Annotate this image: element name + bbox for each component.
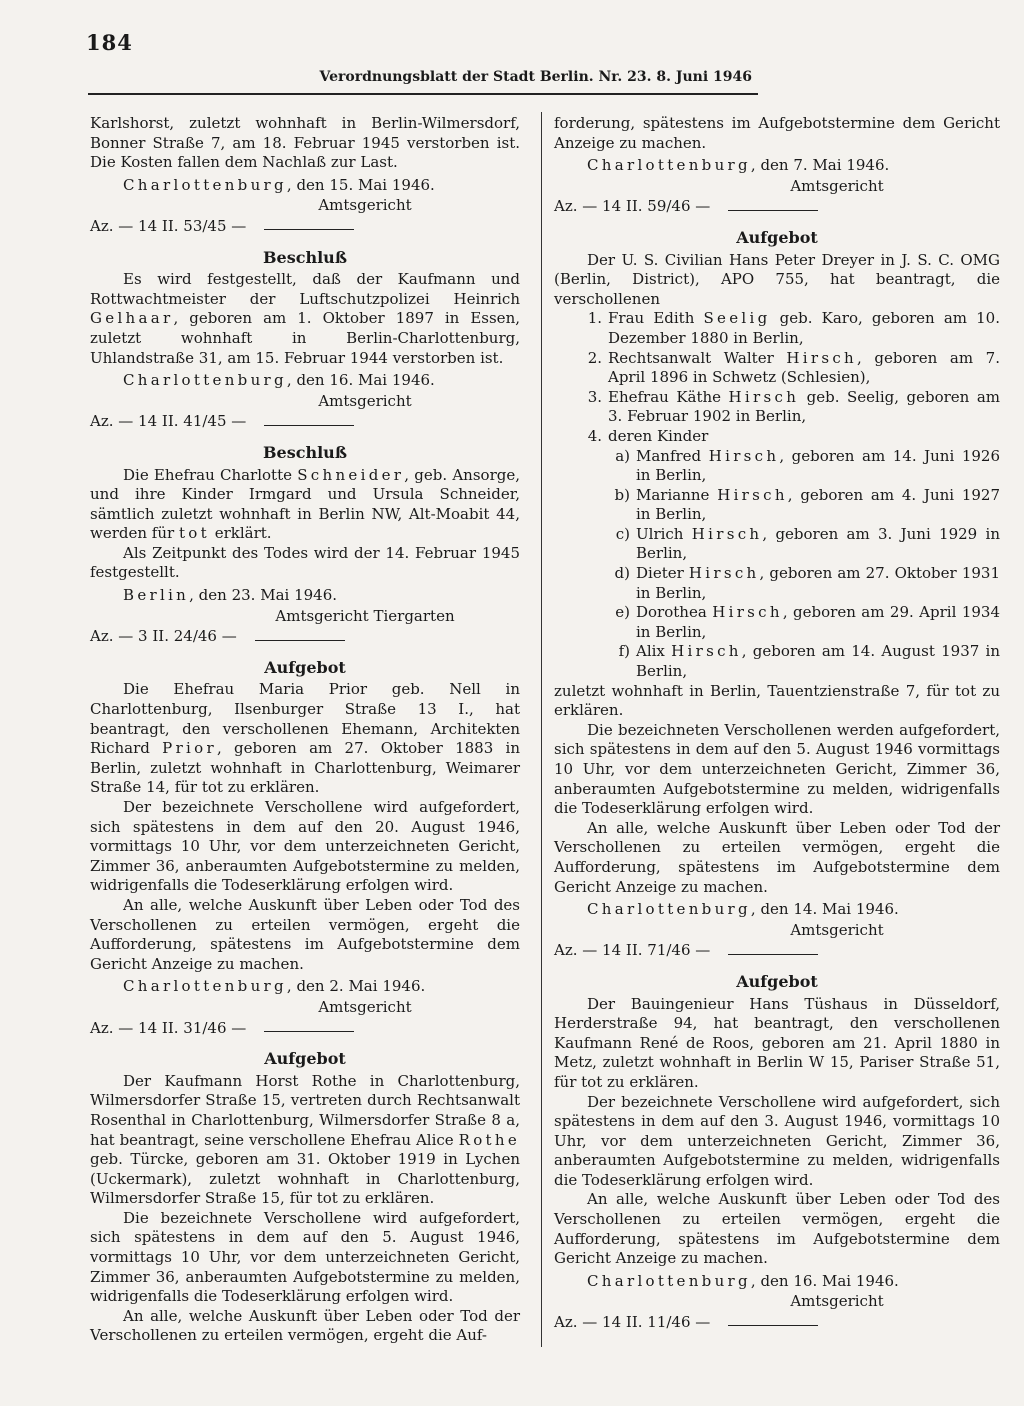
- court-name: Amtsgericht: [318, 997, 412, 1016]
- entry-text: [636, 642, 1000, 681]
- person-name: Hirsch: [712, 603, 783, 622]
- place-date: [90, 586, 520, 606]
- date: , den 15. Mai 1946.: [286, 175, 435, 194]
- notice-heading: Beschluß: [263, 247, 347, 267]
- notice-body: Die bezeichnete Verschollene wird aufgefordert, sich spätestens in dem auf den 5. August 1946, vormittags 10 Uhr, vor dem unterzeichneten Gericht, Zimmer 36, anberaumten Aufgebotstermine zu melden, widrigenfalls die Todeserklärung erfolgen wird.: [90, 1208, 520, 1306]
- text: Ulrich: [636, 524, 692, 543]
- notice-heading: Aufgebot: [736, 227, 818, 247]
- place: Charlottenburg: [123, 175, 287, 194]
- notice-body: An alle, welche Auskunft über Leben oder Tod des Verschollenen zu erteilen vermögen, ergeht die Aufforderung, spätestens im Aufgebotstermine dem Gericht Anzeige zu machen.: [554, 1190, 1000, 1268]
- reference-number: Az. — 14 II. 71/46 —: [554, 941, 711, 960]
- entry-letter: c): [615, 524, 630, 543]
- reference-rule: [255, 640, 345, 641]
- reference-line: [554, 1313, 1000, 1333]
- reference-rule: [264, 229, 354, 230]
- text: Marianne: [636, 485, 718, 504]
- entry-letter: e): [615, 603, 630, 622]
- place-date: [90, 176, 520, 196]
- place-date: [554, 1272, 1000, 1292]
- text: Die Ehefrau Charlotte: [123, 465, 298, 484]
- text: Es wird festgestellt, daß der Kaufmann und Rottwachtmeister der Luftschutzpolizei Heinrich: [90, 270, 520, 308]
- text: , geboren am 27. Oktober 1883 in Berlin, zuletzt wohnhaft in Charlottenburg, Weimarer Straße 14, für tot zu erklären.: [90, 739, 521, 797]
- entry-text: [636, 486, 1000, 525]
- notice-body: An alle, welche Auskunft über Leben oder Tod der Verschollenen zu erteilen vermögen, ergeht die Auf-: [90, 1306, 520, 1345]
- reference-rule: [264, 425, 354, 426]
- reference-rule: [728, 210, 818, 211]
- court-name: Amtsgericht: [318, 391, 412, 410]
- reference-line: [90, 217, 520, 237]
- reference-rule: [728, 1325, 818, 1326]
- reference-number: Az. — 14 II. 11/46 —: [554, 1313, 711, 1332]
- place: Charlottenburg: [587, 1271, 751, 1290]
- notice-body: Als Zeitpunkt des Todes wird der 14. Februar 1945 festgestellt.: [90, 543, 520, 582]
- text: , geboren am 4. Juni 1927 in Berlin,: [636, 485, 1000, 524]
- date: , den 16. Mai 1946.: [286, 371, 435, 390]
- notice-heading: Beschluß: [263, 442, 347, 462]
- date: , den 7. Mai 1946.: [750, 156, 890, 175]
- court-name: Amtsgericht: [318, 196, 412, 215]
- reference-number: Az. — 14 II. 53/45 —: [90, 216, 247, 235]
- person-name: Seelig: [703, 309, 771, 328]
- place: Charlottenburg: [123, 371, 287, 390]
- reference-number: Az. — 14 II. 31/46 —: [90, 1018, 247, 1037]
- right-column: [554, 114, 1000, 1333]
- text: , geboren am 1. Oktober 1897 in Essen, zuletzt wohnhaft in Berlin-Charlottenburg, Uhlandstraße 31, am 15. Februar 1944 verstorben ist.: [90, 309, 520, 367]
- place: Charlottenburg: [123, 977, 287, 996]
- text: , geboren am 7. April 1896 in Schwetz (Schlesien),: [608, 348, 1000, 387]
- entry-number: 4.: [587, 426, 602, 445]
- text: geb. Türcke, geboren am 31. Oktober 1919 in Lychen (Uckermark), zuletzt wohnhaft in Charlottenburg, Wilmersdorfer Straße 15, für tot zu erklären.: [90, 1150, 520, 1208]
- court-name: Amtsgericht: [790, 1292, 884, 1311]
- date: , den 14. Mai 1946.: [750, 900, 899, 919]
- place: Charlottenburg: [587, 156, 751, 175]
- notice-body: Der U. S. Civilian Hans Peter Dreyer in J. S. C. OMG (Berlin, District), APO 755, hat beantragt, die verschollenen: [554, 250, 1000, 308]
- date: , den 2. Mai 1946.: [286, 977, 426, 996]
- header-rule: [88, 93, 758, 95]
- text: Rechtsanwalt Walter: [608, 348, 787, 367]
- place-date: [554, 900, 1000, 920]
- left-column: [90, 114, 520, 1346]
- text: Dorothea: [636, 603, 713, 622]
- child-entry: [554, 525, 1000, 564]
- notice-body: Die bezeichneten Verschollenen werden aufgefordert, sich spätestens in dem auf den 5. August 1946 vormittags 10 Uhr, vor dem unterzeichneten Gericht, Zimmer 36, anberaumten Aufgebotstermine zu melden, widrigenfalls die Todeserklärung erfolgen wird.: [554, 720, 1000, 818]
- notice-body: [90, 680, 520, 798]
- person-name: Prior: [162, 739, 217, 758]
- child-entry: [554, 486, 1000, 525]
- running-head: Verordnungsblatt der Stadt Berlin. Nr. 23. 8. Juni 1946: [319, 69, 752, 85]
- entry-text: [636, 525, 1000, 564]
- entry-text: [636, 564, 1000, 603]
- reference-line: [90, 412, 520, 432]
- text: Der Kaufmann Horst Rothe in Charlottenburg, Wilmersdorfer Straße 15, vertreten durch Rechtsanwalt Rosenthal in Charlottenburg, Wilmersdorfer Straße 8 a, hat beantragt, seine verschollene Ehefrau Alice: [90, 1071, 520, 1149]
- entry-text: [608, 427, 1000, 447]
- notice-body: Der bezeichnete Verschollene wird aufgefordert, sich spätestens in dem auf den 20. August 1946, vormittags 10 Uhr, vor dem unterzeichneten Gericht, Zimmer 36, anberaumten Aufgebotstermine zu melden, widrigenfalls die Todeserklärung erfolgen wird.: [90, 798, 520, 895]
- text: Manfred: [636, 446, 709, 465]
- notice-body: [90, 1072, 520, 1209]
- notice-body: Der bezeichnete Verschollene wird aufgefordert, sich spätestens in dem auf den 3. August 1946, vormittags 10 Uhr, vor dem unterzeichneten Gericht, Zimmer 36, anberaumten Aufgebotstermine zu melden, widrigenfalls die Todeserklärung erfolgen wird.: [554, 1092, 1000, 1189]
- person-entry: [554, 427, 1000, 447]
- notice-body: [90, 466, 520, 544]
- notice-body: An alle, welche Auskunft über Leben oder Tod der Verschollenen zu erteilen vermögen, ergeht die Aufforderung, spätestens im Aufgebotstermine dem Gericht Anzeige zu machen.: [554, 818, 1000, 896]
- person-name: Hirsch: [691, 524, 763, 543]
- person-entry: [554, 349, 1000, 388]
- child-entry: [554, 447, 1000, 486]
- emphasis: tot: [178, 524, 210, 543]
- court-name: Amtsgericht: [790, 920, 884, 939]
- child-entry: [554, 642, 1000, 681]
- entry-letter: d): [614, 564, 630, 583]
- text: erklärt.: [209, 524, 272, 543]
- text: geb. Karo, geboren am 10. Dezember 1880 in Berlin,: [608, 309, 1000, 347]
- child-entry: [554, 564, 1000, 603]
- text: Frau Edith: [608, 309, 704, 328]
- place: Berlin: [123, 586, 190, 605]
- entry-text: [608, 388, 1000, 427]
- entry-letter: a): [615, 446, 630, 465]
- notice-body: Der Bauingenieur Hans Tüshaus in Düsseldorf, Herderstraße 94, hat beantragt, den verschollenen Kaufmann René de Roos, geboren am 21. April 1880 in Metz, zuletzt wohnhaft in Berlin W 15, Pariser Straße 51, für tot zu erklären.: [554, 994, 1000, 1091]
- entry-text: [636, 447, 1000, 486]
- person-name: Hirsch: [786, 348, 857, 367]
- column-divider: [541, 112, 542, 1347]
- reference-line: [90, 627, 520, 647]
- text: , geboren am 14. August 1937 in Berlin,: [636, 642, 1000, 681]
- page-number: 184: [86, 30, 133, 55]
- place-date: [90, 977, 520, 997]
- court-name: Amtsgericht: [790, 176, 884, 195]
- text: , geboren am 27. Oktober 1931 in Berlin,: [636, 564, 1001, 602]
- person-entry: [554, 388, 1000, 427]
- place: Charlottenburg: [587, 900, 751, 919]
- reference-number: Az. — 3 II. 24/46 —: [90, 627, 237, 646]
- notice-heading: Aufgebot: [264, 657, 346, 677]
- reference-line: [554, 941, 1000, 961]
- text: Alix: [636, 642, 672, 661]
- notice-body: An alle, welche Auskunft über Leben oder Tod des Verschollenen zu erteilen vermögen, ergeht die Aufforderung, spätestens im Aufgebotstermine dem Gericht Anzeige zu machen.: [90, 895, 520, 973]
- reference-rule: [264, 1031, 354, 1032]
- person-name: Hirsch: [708, 446, 780, 465]
- text: Dieter: [636, 564, 689, 583]
- person-name: Hirsch: [717, 485, 788, 504]
- reference-number: Az. — 14 II. 59/46 —: [554, 197, 711, 216]
- text: Ehefrau Käthe: [608, 387, 729, 406]
- notice-continuation: forderung, spätestens im Aufgebotstermine dem Gericht Anzeige zu machen.: [554, 114, 1000, 152]
- reference-line: [554, 197, 1000, 217]
- entry-number: 2.: [587, 348, 602, 367]
- notice-body: zuletzt wohnhaft in Berlin, Tauentzienstraße 7, für tot zu erklären.: [554, 681, 1000, 720]
- entry-letter: b): [614, 485, 630, 504]
- entry-number: 3.: [587, 387, 602, 406]
- place-date: [90, 371, 520, 391]
- person-entry: [554, 309, 1000, 348]
- notice-heading: Aufgebot: [264, 1049, 346, 1069]
- place-date: [554, 156, 1000, 176]
- date: , den 23. Mai 1946.: [189, 586, 338, 605]
- child-entry: [554, 603, 1000, 642]
- text: , geboren am 14. Juni 1926 in Berlin,: [636, 446, 1000, 485]
- text: , geb. Ansorge, und ihre Kinder Irmgard und Ursula Schneider, sämtlich zuletzt wohnhaft in Berlin NW, Alt-Moabit 44, werden für: [90, 465, 520, 543]
- notice-continuation: Karlshorst, zuletzt wohnhaft in Berlin-Wilmersdorf, Bonner Straße 7, am 18. Februar 1945 verstorben ist. Die Kosten fallen dem Nachlaß zur Last.: [90, 114, 520, 172]
- person-name: Hirsch: [671, 642, 742, 661]
- entry-letter: f): [618, 642, 630, 661]
- text: , geboren am 3. Juni 1929 in Berlin,: [636, 524, 1000, 563]
- reference-line: [90, 1019, 520, 1039]
- date: , den 16. Mai 1946.: [750, 1271, 899, 1290]
- entry-text: [608, 309, 1000, 348]
- court-name: Amtsgericht Tiergarten: [275, 606, 455, 625]
- entry-text: [608, 349, 1000, 388]
- text: , geboren am 29. April 1934 in Berlin,: [636, 603, 1000, 641]
- notice-heading: Aufgebot: [736, 971, 818, 991]
- entry-number: 1.: [587, 309, 602, 328]
- person-name: Hirsch: [688, 564, 760, 583]
- reference-number: Az. — 14 II. 41/45 —: [90, 412, 247, 431]
- reference-rule: [728, 954, 818, 955]
- person-name: Rothe: [458, 1130, 520, 1149]
- person-name: Gelhaar: [90, 309, 174, 328]
- person-name: Schneider: [297, 465, 405, 484]
- person-name: Hirsch: [728, 387, 800, 406]
- text: Die Ehefrau Maria Prior geb. Nell in Charlottenburg, Ilsenburger Straße 13 I., hat beantragt, den verschollenen Ehemann, Architekten Richard: [90, 680, 520, 758]
- entry-text: [636, 603, 1000, 642]
- notice-body: [90, 270, 520, 368]
- text: geb. Seelig, geboren am 3. Februar 1902 in Berlin,: [608, 387, 1000, 426]
- text: deren Kinder: [608, 426, 709, 445]
